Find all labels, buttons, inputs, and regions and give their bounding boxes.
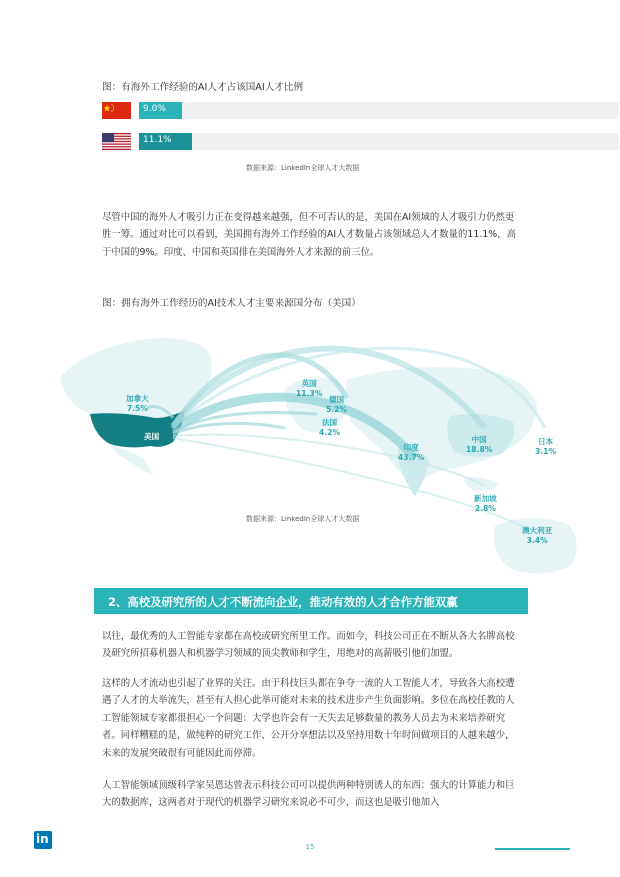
map-label-india [398,443,424,462]
page-number: 15 [305,843,315,851]
bar-track-china [139,102,619,119]
section-heading: 2、高校及研究所的人才不断流向企业，推动有效的人才合作方能双赢 [108,595,458,609]
usa-flag-icon [102,133,131,150]
map-label-india-value: 43.7% [398,452,425,462]
central-america-land [110,444,153,476]
map-label-canada [126,394,149,413]
map-label-japan-value: 3.1% [535,446,557,456]
map-label-australia-value: 3.4% [526,535,548,545]
map-label-uk-value: 11.3% [296,388,323,398]
map-label-japan [535,437,556,456]
world-map [55,318,590,590]
bar-row-china [102,102,620,119]
map-label-uk-name: 英国 [301,379,317,388]
map-label-france-value: 4.2% [319,427,341,437]
map-label-uk [296,379,322,398]
map-label-china-value: 18.8% [466,444,493,454]
map-label-australia [522,526,552,545]
map-label-canada-value: 7.5% [126,403,148,413]
paragraph-2: 以往，最优秀的人工智能专家都在高校或研究所里工作。而如今，科技公司正在不断从各大名牌高校及研究所招募机器人和机器学习领域的顶尖教师和学生，用绝对的高薪吸引他们加盟。 [102,631,515,660]
figure2-source: 数据来源：LinkedIn全球人才大数据 [246,515,360,523]
paragraph-3: 这样的人才流动也引起了业界的关注。由于科技巨头都在争夺一流的人工智能人才，导致各大高校遭遇了人才的大举流失，甚至有人担心此举可能对未来的技术进步产生负面影响。多位在高校任教的人工智能领域专家都很担心一个问题：大学也许会有一天失去足够数量的教务人员去为未来培养研究者。同样糟糕的是，做纯粹的研究工作、公开分享想法以及坚持用数十年时间做项目的人越来越少，未来的发展突破很有可能因此而停滞。 [102,678,515,759]
figure1-source: 数据来源：LinkedIn全球人才大数据 [246,164,360,172]
map-label-china [466,435,492,454]
map-label-france-name: 法国 [321,418,338,427]
map-label-france [319,418,340,437]
linkedin-logo [34,831,52,849]
paragraph-1: 尽管中国的海外人才吸引力正在变得越来越强，但不可否认的是，美国在AI领域的人才吸引力仍然更胜一筹。通过对比可以看到，美国拥有海外工作经验的AI人才数量占该领域总人才数量的11.1%，高于中国的9%。印度、中国和英国排在美国海外人才来源的前三位。 [102,212,516,258]
bar-track-usa [139,133,619,150]
footer-rule [495,848,570,850]
figure2-caption: 图：拥有海外工作经历的AI技术人才主要来源国分布（美国） [102,298,361,309]
linkedin-logo-text: in [36,832,49,846]
bar-row-usa [102,133,620,150]
map-label-japan-name: 日本 [537,437,554,446]
map-label-singapore-value: 2.8% [474,503,496,513]
bar-fill-usa [139,133,192,150]
china-flag-icon [102,102,131,119]
bar-value-usa: 11.1% [143,135,172,145]
map-label-australia-name: 澳大利亚 [522,526,553,535]
figure1-caption: 图：有海外工作经验的AI人才占该国AI人才比例 [102,82,304,93]
map-label-singapore-name: 新加坡 [474,494,497,503]
map-label-india-name: 印度 [403,443,419,452]
map-label-singapore [474,494,497,513]
bar-fill-china [139,102,182,119]
paragraph-4: 人工智能领域顶级科学家吴恩达曾表示科技公司可以提供两种特别诱人的东西：强大的计算能力和巨大的数据库，这两者对于现代的机器学习研究来说必不可少，而这也是吸引他加入 [102,780,515,809]
section-heading-banner [94,588,528,614]
bar-value-china: 9.0% [143,104,166,114]
map-label-germany-name: 德国 [328,395,345,404]
map-label-germany [326,395,347,414]
map-label-germany-value: 5.2% [326,404,348,414]
map-label-china-name: 中国 [471,435,487,444]
map-label-usa: 美国 [144,432,160,441]
map-label-canada-name: 加拿大 [126,394,149,403]
